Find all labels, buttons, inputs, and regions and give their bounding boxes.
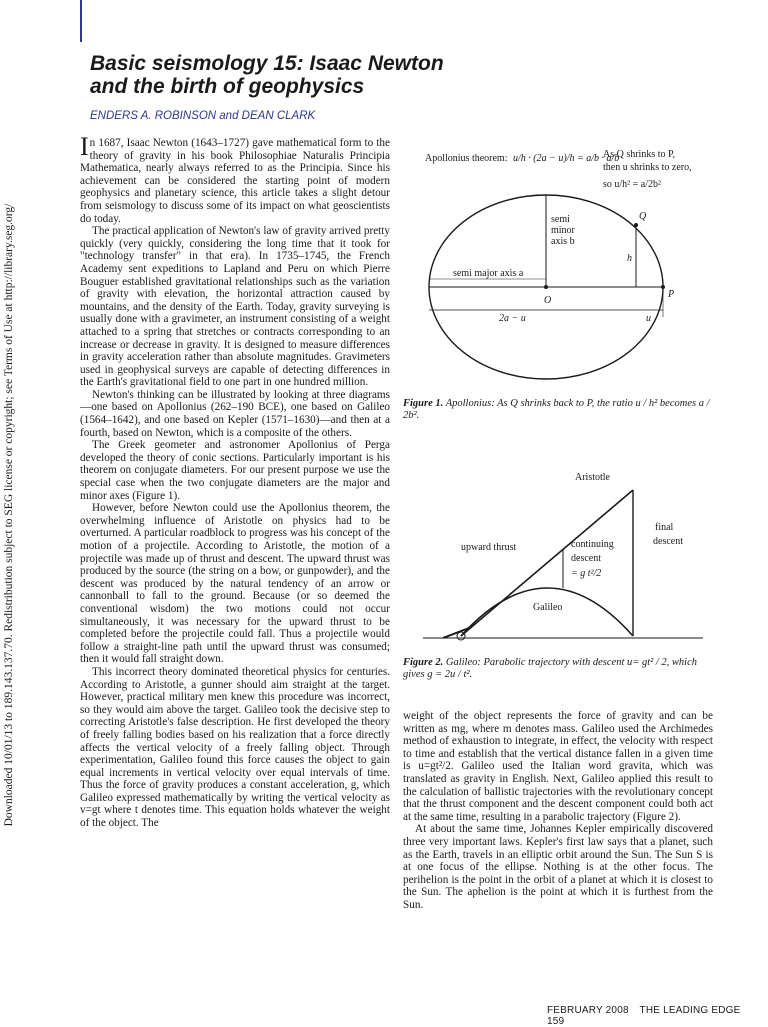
paragraph: Newton's thinking can be illustrated by looking at three diagrams—one based on Apollonius (262–190 BCE), one based on Galileo (1564–1642), and one based on Kepler (1571–1630)—and then at a fourth, based on Newton, which is a composite of the others. [80,388,390,439]
figure-1-apollonius [403,137,713,397]
authors: ENDERS A. ROBINSON and DEAN CLARK [90,110,316,122]
right-column [403,710,713,912]
figure-1-caption [403,398,713,422]
label-p: P [668,289,675,300]
semi-minor-1: semi [551,214,570,225]
label-aristotle: Aristotle [575,472,610,483]
limit-formula: so u/h² = a/2b² [603,179,662,190]
label-final: final [655,522,674,533]
download-notice-text: Downloaded 10/01/13 to 189.143.137.70. Redistribution subject to SEG license or copyright; see Terms of Use at http://library.seg.org/ [3,203,15,827]
caption-label: Figure 1. [403,398,444,409]
semi-minor-2: minor [551,225,575,236]
limit-line-2: then u shrinks to zero, [603,162,692,173]
label-o: O [544,295,552,306]
paragraph [80,132,390,225]
caption-text: Apollonius: As Q shrinks back to P, the ratio u / h² becomes a / 2b². [403,398,710,421]
header-rule [80,0,82,42]
page-number: 159 [547,1016,565,1027]
paragraph: However, before Newton could use the Apollonius theorem, the overwhelming influence of Aristotle on physics had to be overturned. A particular roadblock to progress was his concept of the motion of a projectile. According to Aristotle, the motion of a projectile was made up of thrust and descent. The upward thrust was produced by the source (the string on a bow, or gunpowder), and the descent was produced by the natural tendency of an arrow or cannonball to fall to the ground. Because (or so deemed the conventional wisdom) the two motions could not occur simultaneously, it was necessary for the upward thrust to be completed before the projectile could fall. Thus a projectile would follow a straight-line path until the upward thrust was consumed; then it would fall straight down. [80,502,390,666]
label-final-descent: descent [653,536,683,547]
figure-2-diagram [403,460,713,652]
left-column [80,132,390,830]
paragraph: At about the same time, Johannes Kepler empirically discovered three very important laws. Kepler's first law says that a planet, such as the Earth, travels in an elliptic orbit around the Sun. The Sun S is at one focus of the ellipse. Nothing is at the other focus. The perihelion is the point in the orbit of a planet at which it is closest to the Sun. The aphelion is the point at which it is furthest from the Sun. [403,823,713,911]
point-o [544,285,548,289]
limit-line-1: As Q shrinks to P, [603,149,675,160]
label-2a-u: 2a − u [499,313,526,324]
figure-2-caption [403,657,713,681]
title-line-2: and the birth of geophysics [90,75,365,98]
label-upward-thrust: upward thrust [461,542,517,553]
footer-journal: THE LEADING EDGE [639,1005,741,1016]
label-gt2: = g t²/2 [571,568,602,579]
drop-cap: I [80,132,89,161]
article-title [90,52,610,98]
footer-month: FEBRUARY 2008 [547,1005,629,1016]
figure-2-galileo [403,460,713,652]
semi-minor-3: axis b [551,236,575,247]
theorem-formula: u/h · (2a − u)/h = a/b · a/b [513,153,620,164]
paragraph: weight of the object represents the force of gravity and can be written as mg, where m denotes mass. Galileo used the Archimedes method of exhaustion to integrate, in effect, the velocity with respect to time and establish that the vertical distance fallen in a given time is u=gt²/2. Galileo used the Italian word gravita, which was translated as gravity in English. Next, Galileo applied this result to the calculation of ballistic trajectories with the revolutionary concept that the thrust component and the descent component could both act at the same time, resulting in a parabolic trajectory (Figure 2). [403,710,713,823]
caption-label: Figure 2. [403,657,444,668]
label-q: Q [639,211,647,222]
paragraph: The Greek geometer and astronomer Apollonius of Perga developed the theory of conic sections. Particularly important is his theorem on conjugate diameters. For our present purpose we use the special case when the two conjugate diameters are the major and minor axes (Figure 1). [80,439,390,502]
download-notice [2,150,16,880]
label-continuing: continuing [571,539,614,550]
label-u: u [646,313,651,324]
point-p [661,285,665,289]
label-h: h [627,253,632,264]
thrust-line [461,490,633,636]
figure-1-diagram [403,137,713,397]
label-descent: descent [571,553,601,564]
title-line-1: Basic seismology 15: Isaac Newton [90,52,444,75]
label-galileo: Galileo [533,602,563,613]
point-q [634,223,638,227]
theorem-label: Apollonius theorem: [425,153,508,164]
paragraph: This incorrect theory dominated theoretical physics for centuries. According to Aristotle, a gunner should aim straight at the target. However, practical military men knew this procedure was incorrect, so they would aim above the target. Galileo took the decisive step to correcting Aristotle's false description. He first developed the theory of freely falling bodies based on his realization that a force directly affects the vertical velocity of a freely falling object. Through experimentation, Galileo found this force causes the object to gain equal increments in vertical velocity over equal intervals of time. Thus the force of gravity produces a constant acceleration, g, which Galileo expressed mathematically by writing the vertical velocity as v=gt where t denotes time. This equation holds whatever the weight of the object. The [80,665,390,830]
paragraph: The practical application of Newton's law of gravity arrived pretty quickly (very quickly, considering the long time that it took for "technology transfer" in that era). In 1735–1745, the French Academy sent expeditions to Lapland and Peru on which Pierre Bouguer established gravitational relationships such as the variation of gravity with elevation, the horizontal attraction caused by mountains, and the density of the Earth. Today, gravity surveying is usually done with a gravimeter, an instrument consisting of a weight attached to a spring that stretches or contracts corresponding to an increase or decrease in gravity. It is designed to measure differences in gravity acceleration rather than absolute magnitudes. Gravimeters used in geophysical surveys are capable of detecting differences in the Earth's gravitational field to one part in one hundred million. [80,225,390,389]
semi-major-label: semi major axis a [453,268,524,279]
paragraph-text: n 1687, Isaac Newton (1643–1727) gave mathematical form to the theory of gravity in his book Philosophiae Naturalis Principia Mathematica, nearly always referred to as the Principia. Since his achievement can be considered the starting point of modern geophysics and planetary science, this article takes a slight detour from seismology to discuss some of its impact on what geoscientists do today. [80,137,390,225]
caption-text: Galileo: Parabolic trajectory with descent u= gt² / 2, which gives g = 2u / t². [403,657,698,680]
